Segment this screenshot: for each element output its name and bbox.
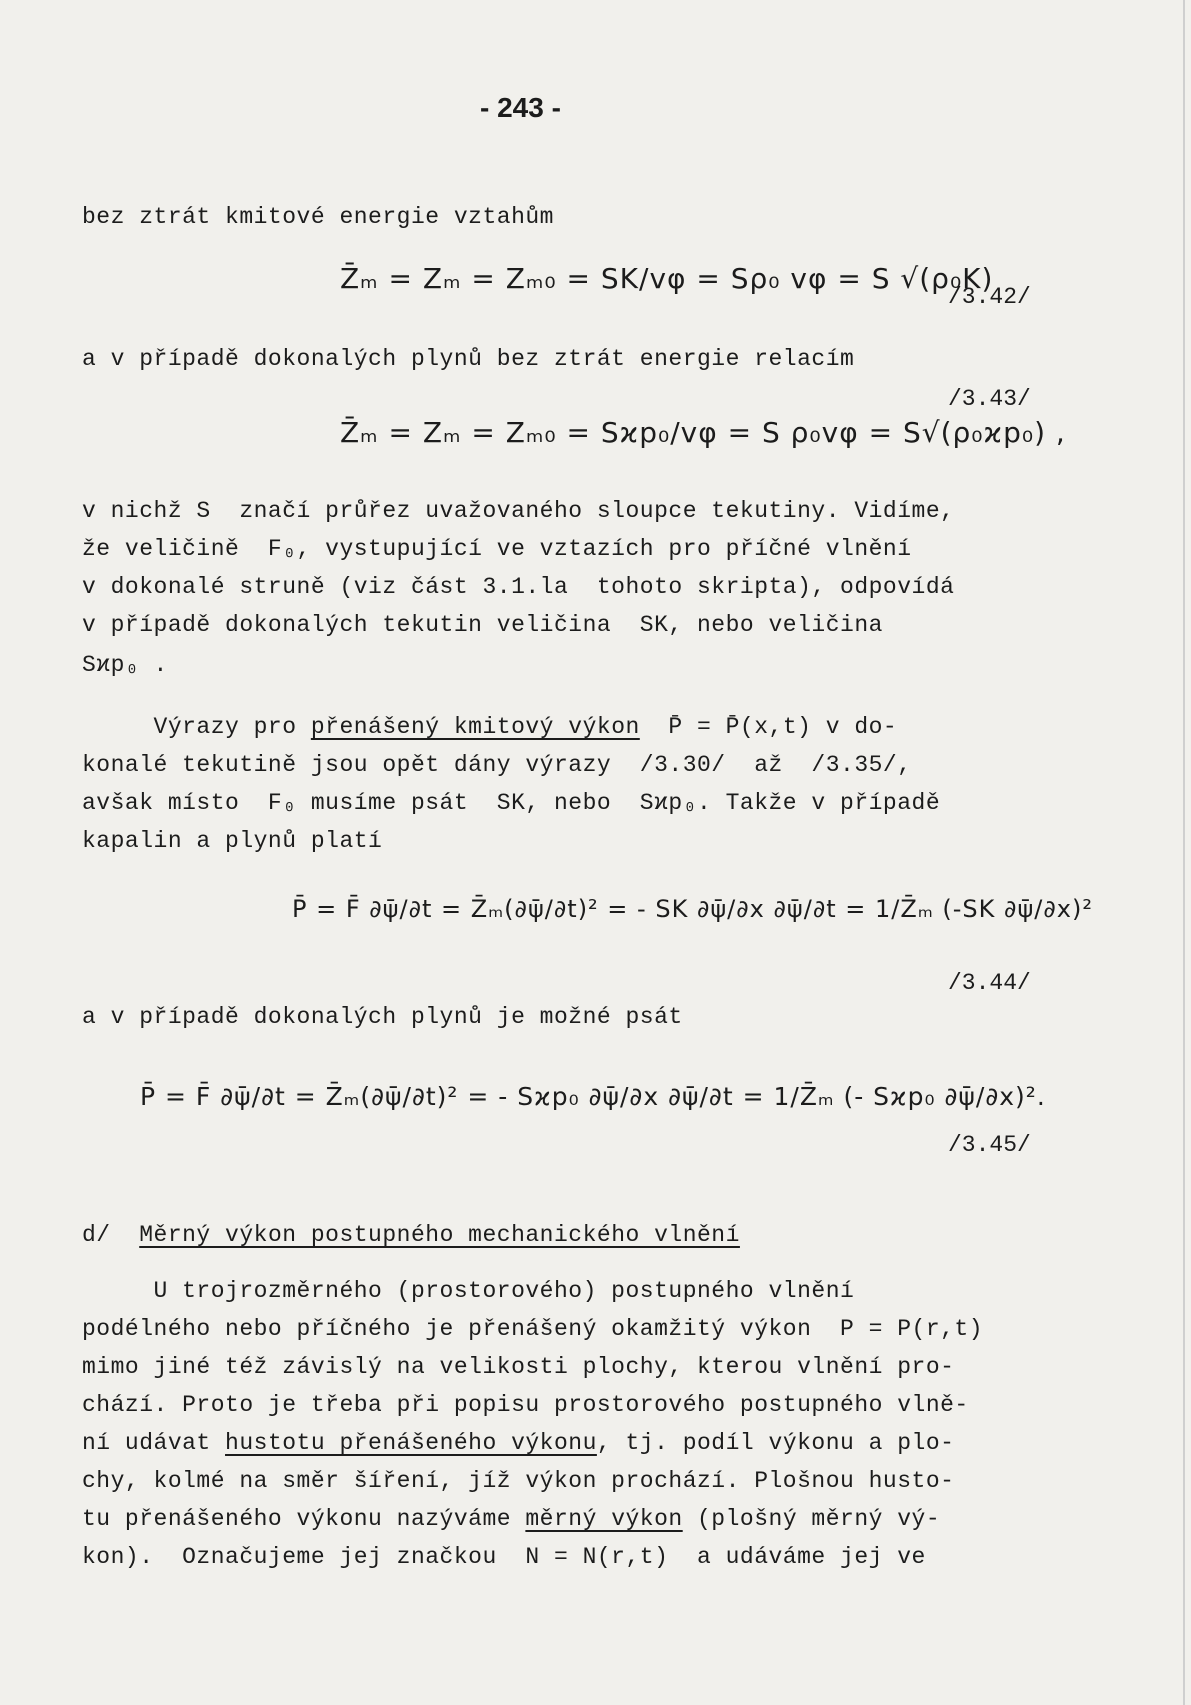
text-line: bez ztrát kmitové energie vztahům [82, 204, 554, 230]
text-fragment: Výrazy pro [82, 714, 311, 740]
text-line: U trojrozměrného (prostorového) postupného vlnění [82, 1278, 855, 1304]
text-line [82, 712, 897, 742]
equation-3-43: Z̄ₘ = Zₘ = Zₘ₀ = Sϰp₀/vφ = S ρ₀vφ = S√(ρ₀ϰp₀) , [340, 416, 1066, 449]
text-line: avšak místo F₀ musíme psát SK, nebo Sϰp₀. Takže v případě [82, 790, 941, 816]
text-line: a v případě dokonalých plynů je možné psát [82, 1004, 683, 1030]
text-fragment: P̄ = P̄(x,t) v do- [639, 714, 898, 740]
section-label: d/ [82, 1222, 140, 1248]
equation-3-44: P̄ = F̄ ∂ψ̄/∂t = Z̄ₘ(∂ψ̄/∂t)² = - SK ∂ψ̄/∂x ∂ψ̄/∂t = 1/Z̄ₘ (-SK ∂ψ̄/∂x)² [292, 895, 1093, 923]
text-line: podélného nebo příčného je přenášený okamžitý výkon P = P(r,t) [82, 1316, 984, 1342]
term-power-density: hustotu přenášeného výkonu [225, 1430, 597, 1456]
text-fragment: , tj. podíl výkonu a plo- [596, 1430, 955, 1456]
text-line: chází. Proto je třeba při popisu prostorového postupného vlně- [82, 1392, 969, 1418]
equation-number: /3.45/ [948, 1132, 1031, 1158]
term-transmitted-power: přenášený kmitový výkon [310, 714, 640, 740]
equation-number: /3.43/ [948, 386, 1031, 412]
text-line: chy, kolmé na směr šíření, jíž výkon prochází. Plošnou husto- [82, 1468, 955, 1494]
equation-3-45: P̄ = F̄ ∂ψ̄/∂t = Z̄ₘ(∂ψ̄/∂t)² = - Sϰp₀ ∂ψ̄/∂x ∂ψ̄/∂t = 1/Z̄ₘ (- Sϰp₀ ∂ψ̄/∂x)². [140, 1082, 1046, 1111]
equation-3-42: Z̄ₘ = Zₘ = Zₘ₀ = SK/vφ = Sρ₀ vφ = S √(ρ₀K) [340, 262, 994, 295]
term-specific-power: měrný výkon [525, 1506, 683, 1532]
page-number: - 243 - [480, 92, 561, 123]
text-line: že veličině F₀, vystupující ve vztazích pro příčné vlnění [82, 536, 912, 562]
text-line: v nichž S značí průřez uvažovaného sloupce tekutiny. Vidíme, [82, 498, 955, 524]
text-line: Sϰp₀ . [82, 652, 168, 678]
text-line: kapalin a plynů platí [82, 828, 383, 854]
text-line [82, 1504, 940, 1534]
text-line: konalé tekutině jsou opět dány výrazy /3.30/ až /3.35/, [82, 752, 912, 778]
equation-number: /3.44/ [948, 970, 1031, 996]
page-edge-shadow [1183, 0, 1185, 1705]
text-line: a v případě dokonalých plynů bez ztrát energie relacím [82, 346, 855, 372]
text-line [82, 1428, 954, 1458]
section-title: Měrný výkon postupného mechanického vlnění [139, 1222, 740, 1248]
text-fragment: (plošný měrný vý- [682, 1506, 941, 1532]
text-line: v dokonalé struně (viz část 3.1.la tohoto skripta), odpovídá [82, 574, 955, 600]
text-fragment: ní udávat [82, 1430, 226, 1456]
text-line: kon). Označujeme jej značkou N = N(r,t) a udáváme jej ve [82, 1544, 926, 1570]
equation-number: /3.42/ [948, 284, 1031, 310]
text-fragment: tu přenášeného výkonu nazýváme [82, 1506, 526, 1532]
text-line: v případě dokonalých tekutin veličina SK, nebo veličina [82, 612, 883, 638]
text-line: mimo jiné též závislý na velikosti plochy, kterou vlnění pro- [82, 1354, 955, 1380]
section-heading [82, 1220, 740, 1250]
